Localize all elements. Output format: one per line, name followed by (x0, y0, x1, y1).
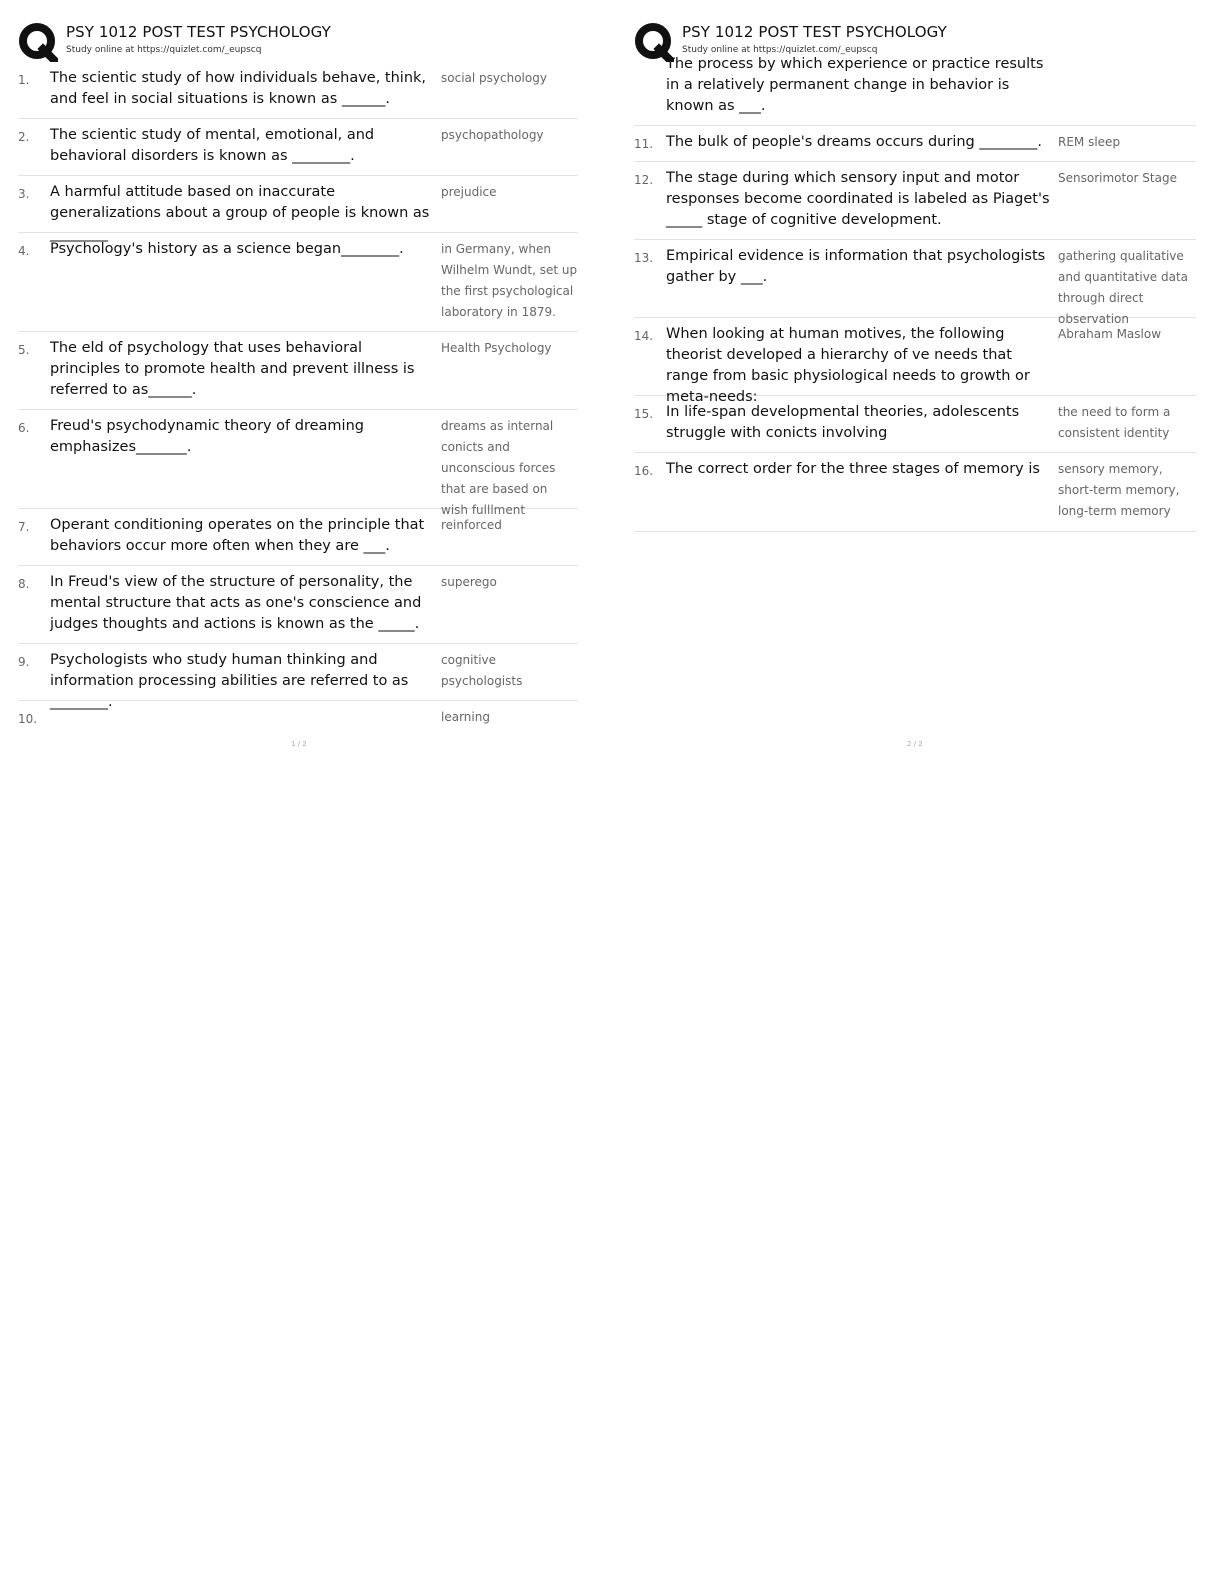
card-number: 16. (634, 464, 654, 478)
card-question: The stage during which sensory input and motor responses become coordinated is labeled as Piaget's _____ stage of cognitive development. (666, 170, 1050, 228)
flashcard (18, 332, 578, 410)
page-2 (634, 18, 1196, 532)
flashcard (18, 62, 578, 119)
card-answer: the need to form a consistent identity (1058, 405, 1171, 440)
card-answer: learning (441, 710, 490, 724)
card-question: The eld of psychology that uses behavioral principles to promote health and prevent illness is referred to as______. (50, 340, 415, 398)
card-number: 6. (18, 421, 30, 435)
card-question: The correct order for the three stages of memory is (666, 461, 1040, 477)
card-answer: Abraham Maslow (1058, 327, 1162, 341)
card-question: When looking at human motives, the following theorist developed a hierarchy of ve needs that range from basic physiological needs to growth or meta-needs: (666, 326, 1030, 405)
card-answer: social psychology (441, 71, 547, 85)
card-number: 9. (18, 655, 30, 669)
quizlet-logo-icon (18, 22, 58, 62)
card-number: 11. (634, 137, 654, 151)
document-title: PSY 1012 POST TEST PSYCHOLOGY (66, 23, 331, 41)
card-answer: Sensorimotor Stage (1058, 171, 1177, 185)
flashcard (18, 509, 578, 566)
card-number: 4. (18, 244, 30, 258)
card-number: 3. (18, 187, 30, 201)
card-number: 13. (634, 251, 654, 265)
card-answer: prejudice (441, 185, 497, 199)
card-question: Empirical evidence is information that psychologists gather by ___. (666, 248, 1046, 285)
card-answer (1058, 52, 1196, 125)
card-answer: gathering qualitative and quantitative data through direct observation (1058, 249, 1189, 326)
page-1 (18, 18, 578, 731)
card-answer: psychopathology (441, 128, 544, 142)
flashcard (18, 119, 578, 176)
study-online-link[interactable]: Study online at https://quizlet.com/_eupscq (66, 45, 262, 55)
card-number: 8. (18, 577, 30, 591)
flashcard (18, 233, 578, 332)
card-question: The process by which experience or practice results in a relatively permanent change in behavior is known as ___. (666, 56, 1044, 114)
document-title: PSY 1012 POST TEST PSYCHOLOGY (682, 23, 947, 41)
card-answer: reinforced (441, 518, 502, 532)
flashcard-list (18, 62, 578, 731)
card-answer: superego (441, 575, 497, 589)
card-question: Freud's psychodynamic theory of dreaming emphasizes_______. (50, 418, 364, 455)
card-number: 1. (18, 73, 30, 87)
flashcard (634, 162, 1196, 240)
flashcard (18, 701, 578, 731)
card-question: In life-span developmental theories, adolescents struggle with conicts involving (666, 404, 1020, 441)
page-header (18, 18, 578, 62)
card-question: Operant conditioning operates on the principle that behaviors occur more often when they are ___. (50, 517, 425, 554)
card-question: In Freud's view of the structure of personality, the mental structure that acts as one's conscience and judges thoughts and actions is known as the _____. (50, 574, 422, 632)
flashcard (18, 644, 578, 710)
flashcard (634, 318, 1196, 405)
card-question (50, 701, 441, 731)
card-number: 7. (18, 520, 30, 534)
flashcard-list (634, 52, 1196, 532)
card-question: The bulk of people's dreams occurs during ________. (666, 134, 1042, 150)
card-question: A harmful attitude based on inaccurate generalizations about a group of people is known as ________ (50, 184, 430, 242)
page-number: 1 / 2 (291, 740, 307, 748)
flashcard (634, 396, 1196, 453)
card-question: Psychology's history as a science began________. (50, 241, 404, 257)
card-number: 10. (18, 712, 38, 726)
card-number: 5. (18, 343, 30, 357)
card-answer: REM sleep (1058, 135, 1121, 149)
card-number: 14. (634, 329, 654, 343)
card-number: 12. (634, 173, 654, 187)
card-question: The scientic study of how individuals behave, think, and feel in social situations is known as ______. (50, 70, 427, 107)
flashcard-continued (634, 52, 1196, 126)
card-question: Psychologists who study human thinking and information processing abilities are referred to as ________. (50, 652, 409, 710)
flashcard (634, 453, 1196, 532)
card-answer: sensory memory, short-term memory, long-term memory (1058, 462, 1180, 518)
card-answer: cognitive psychologists (441, 653, 523, 688)
card-question: The scientic study of mental, emotional, and behavioral disorders is known as ________. (50, 127, 375, 164)
flashcard (634, 240, 1196, 326)
flashcard (18, 566, 578, 644)
card-answer: in Germany, when Wilhelm Wundt, set up the first psychological laboratory in 1879. (441, 242, 578, 319)
card-answer: Health Psychology (441, 341, 552, 355)
page-number: 2 / 2 (907, 740, 923, 748)
card-number: 2. (18, 130, 30, 144)
flashcard (634, 126, 1196, 162)
flashcard (18, 410, 578, 517)
flashcard (18, 176, 578, 242)
card-number: 15. (634, 407, 654, 421)
study-online-link[interactable]: Study online at https://quizlet.com/_eupscq (682, 45, 878, 55)
card-answer: dreams as internal conicts and unconscious forces that are based on wish fulllment (441, 419, 556, 517)
card-number (634, 52, 666, 125)
